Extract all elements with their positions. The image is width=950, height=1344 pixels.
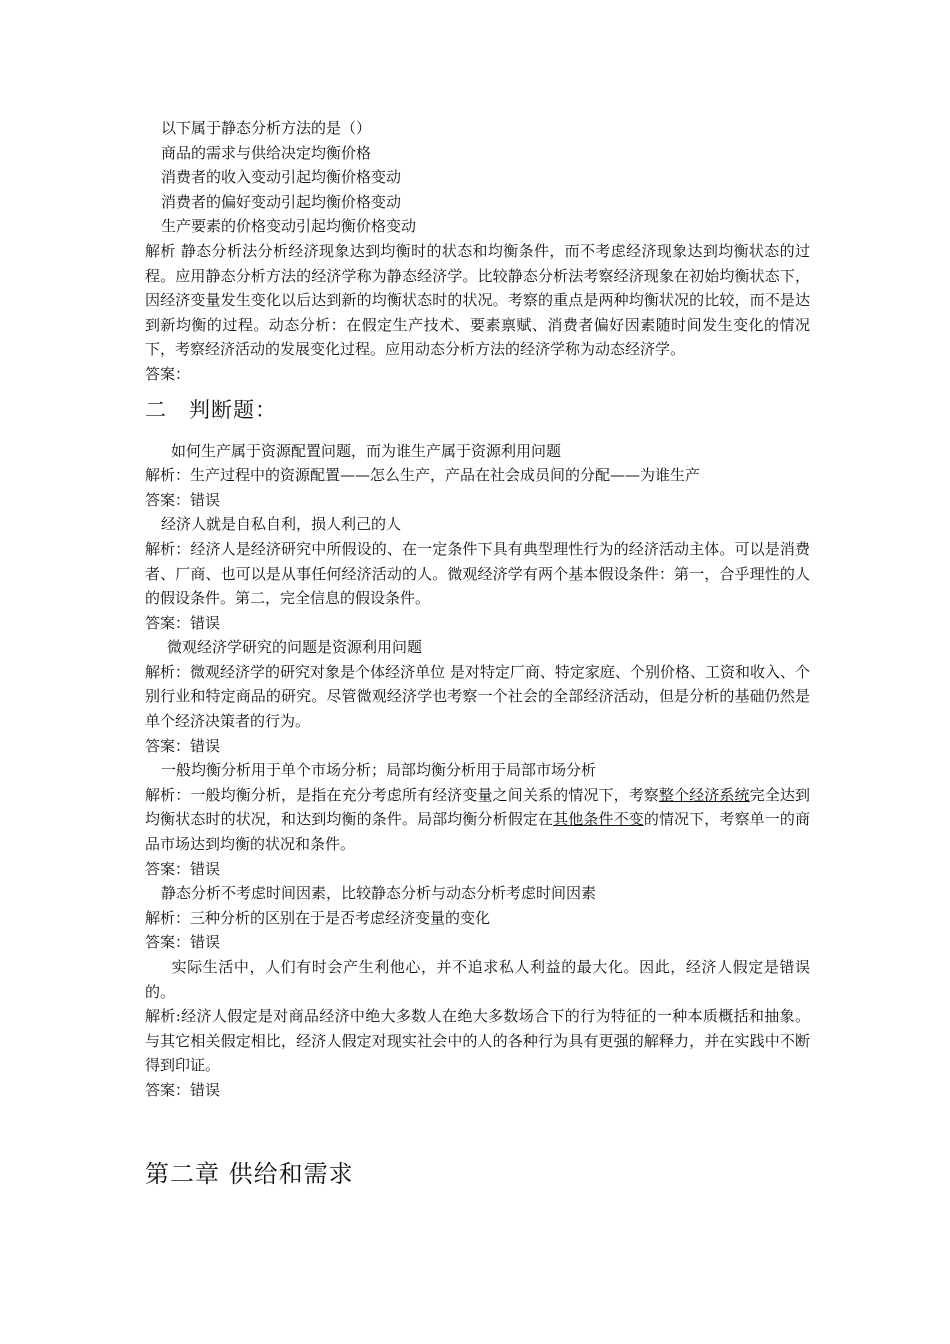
chapter-title: 第二章 供给和需求 [145,1159,354,1188]
mc-option-b: 消费者的收入变动引起均衡价格变动 [161,168,402,187]
mc-analysis: 解析 静态分析法分析经济现象达到均衡时的状态和均衡条件，而不考虑经济现象达到均衡状态的过程。应用静态分析方法的经济学称为静态经济学。比较静态分析法考察经济现象在初始均衡状态下，因经济变量发生变化以后达到新的均衡状态时的状况。考察的重点是两种均衡状况的比较，而不是达到新均衡的过程。动态分析：在假定生产技术、要素禀赋、消费者偏好因素随时间发生变化的情况下，考察经济活动的发展变化过程。应用动态分析方法的经济学称为动态经济学。 [145,241,810,359]
tf-answer: 答案：错误 [145,490,221,509]
tf-statement: 静态分析不考虑时间因素，比较静态分析与动态分析考虑时间因素 [161,884,597,903]
tf-analysis: 解析：经济人是经济研究中所假设的、在一定条件下具有典型理性行为的经济活动主体。可以是消费者、厂商、也可以是从事任何经济活动的人。微观经济学有两个基本假设条件：第一，合乎理性的人的假设条件。第二，完全信息的假设条件。 [145,539,810,608]
document-body [145,116,810,1191]
mc-option-d: 生产要素的价格变动引起均衡价格变动 [161,217,417,236]
section-number: 二 [145,397,167,422]
tf-answer: 答案：错误 [145,859,221,878]
tf-statement: 如何生产属于资源配置问题，而为谁生产属于资源利用问题 [171,441,562,460]
analysis-text: 的情况下，考察单一的商品市场达到均衡的状况和条件。 [145,810,810,854]
analysis-text: 完全达到均衡状态时的状况，和达到均衡的条件。局部均衡分析假定在 [145,785,810,829]
tf-analysis: 解析:经济人假定是对商品经济中绝大多数人在绝大多数场合下的行为特征的一种本质概括和抽象。与其它相关假定相比，经济人假定对现实社会中的人的各种行为具有更强的解释力，并在实践中不断得到印证。 [145,1007,810,1075]
tf-answer: 答案：错误 [145,613,221,632]
tf-statement: 一般均衡分析用于单个市场分析；局部均衡分析用于局部市场分析 [161,761,597,780]
tf-statement: 微观经济学研究的问题是资源利用问题 [167,638,423,657]
mc-option-a: 商品的需求与供给决定均衡价格 [161,143,372,162]
tf-analysis [145,783,810,857]
tf-answer: 答案：错误 [145,933,221,952]
section-heading [145,395,810,425]
tf-statement [145,955,810,1004]
mc-answer: 答案： [145,364,191,383]
tf-statement-text: 实际生活中，人们有时会产生利他心，并不追求私人利益的最大化。因此，经济人假定是错误的。 [145,958,810,1001]
underlined-term: 其他条件不变 [553,810,644,829]
tf-analysis: 解析：三种分析的区别在于是否考虑经济变量的变化 [145,908,491,927]
tf-answer: 答案：错误 [145,736,221,755]
tf-answer: 答案：错误 [145,1080,221,1099]
section-title: 判断题： [189,397,277,422]
underlined-term: 整个经济系统 [658,785,750,804]
mc-question: 以下属于静态分析方法的是（） [161,119,372,137]
mc-option-c: 消费者的偏好变动引起均衡价格变动 [161,192,402,211]
tf-analysis: 解析：微观经济学的研究对象是个体经济单位 是对特定厂商、特定家庭、个别价格、工资和收入、个别行业和特定商品的研究。尽管微观经济学也考察一个社会的全部经济活动，但是分析的基础仍然是单个经济决策者的行为。 [145,662,810,731]
analysis-text: 解析：一般均衡分析，是指在充分考虑所有经济变量之间关系的情况下，考察 [145,785,659,804]
spacer [145,1103,810,1157]
tf-statement: 经济人就是自私自利，损人利己的人 [161,515,402,534]
tf-analysis: 解析：生产过程中的资源配置——怎么生产，产品在社会成员间的分配——为谁生产 [145,466,701,485]
